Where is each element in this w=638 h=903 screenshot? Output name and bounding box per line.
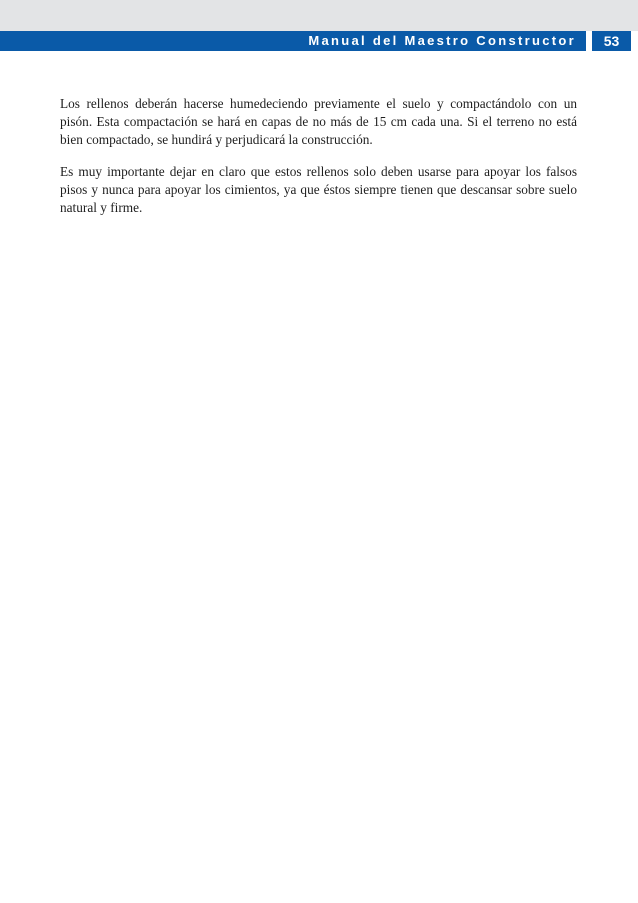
top-gray-strip bbox=[0, 0, 638, 31]
paragraph-rellenos: Los rellenos deberán hacerse humedeciendo previamente el suelo y compactándolo con un pisón. Esta compactación se hará en capas de no más de 15 cm cada una. Si el terreno no está bien compactado, se hundirá y perjudicará la construcción. bbox=[60, 96, 577, 147]
body-text bbox=[60, 95, 577, 231]
header-title: Manual del Maestro Constructor bbox=[308, 33, 576, 48]
page-number: 53 bbox=[603, 33, 620, 49]
paragraph-importante: Es muy importante dejar en claro que estos rellenos solo deben usarse para apoyar los falsos pisos y nunca para apoyar los cimientos, ya que éstos siempre tienen que descansar sobre suelo natural y firme. bbox=[60, 164, 577, 215]
page-number-box bbox=[592, 31, 631, 51]
header-band bbox=[0, 31, 586, 51]
